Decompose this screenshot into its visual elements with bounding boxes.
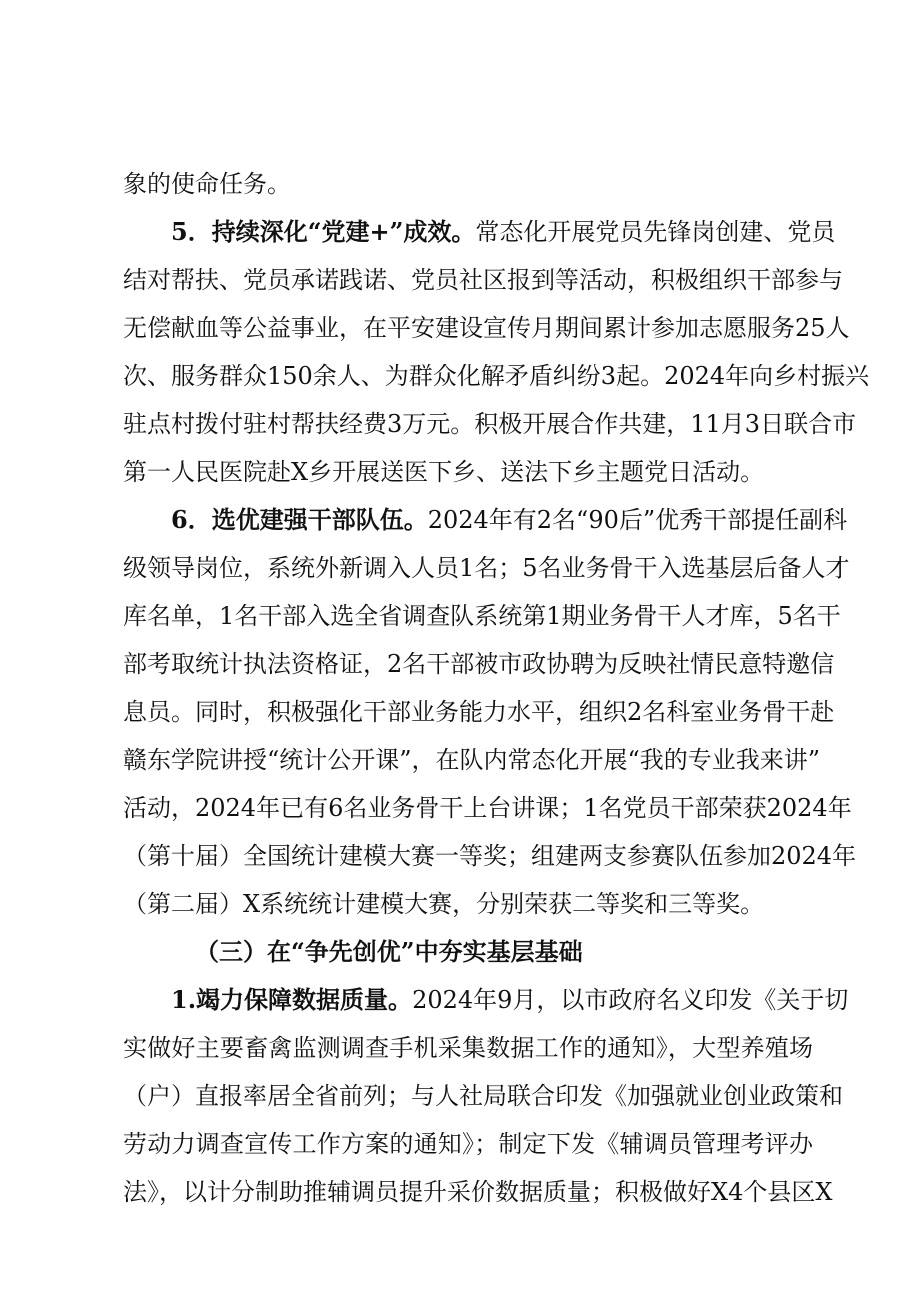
body-line	[123, 880, 813, 928]
body-line	[123, 304, 850, 352]
body-line	[123, 544, 850, 592]
line-text: （第二届）X系统统计建模大赛，分别荣获二等奖和三等奖。	[123, 890, 765, 918]
paragraph-1-heading: 1.竭力保障数据质量。	[171, 985, 413, 1014]
body-line	[123, 352, 870, 400]
body-line	[123, 688, 835, 736]
body-line	[123, 448, 813, 496]
line-text: 常态化开展党员先锋岗创建、党员	[475, 218, 836, 246]
line-text: 第一人民医院赴X乡开展送医下乡、送法下乡主题党日活动。	[123, 458, 765, 486]
body-line	[123, 1024, 813, 1072]
line-text: 赣东学院讲授“统计公开课”，在队内常态化开展“我的专业我来讲”	[123, 746, 821, 774]
body-line	[123, 256, 843, 304]
paragraph-5-heading: 5．持续深化“党建+”成效。	[171, 217, 476, 246]
line-text: 2024年有2名“90后”优秀干部提任副科	[427, 506, 848, 534]
body-line	[123, 640, 835, 688]
line-text: 象的使命任务。	[123, 170, 291, 198]
section-heading-text: （三）在“争先创优”中夯实基层基础	[195, 937, 583, 966]
line-text: 库名单，1名干部入选全省调查队系统第1期业务骨干人才库，5名干	[123, 602, 841, 630]
line-text: 法》，以计分制助推辅调员提升采价数据质量；积极做好X4个县区X	[123, 1178, 833, 1206]
body-line	[123, 832, 857, 880]
paragraph-6-heading: 6．选优建强干部队伍。	[171, 505, 428, 534]
body-line	[123, 592, 841, 640]
body-line	[123, 1168, 833, 1216]
line-text: 部考取统计执法资格证，2名干部被市政协聘为反映社情民意特邀信	[123, 650, 835, 678]
paragraph-5-first-line	[171, 208, 836, 256]
line-text: 结对帮扶、党员承诺践诺、党员社区报到等活动，积极组织干部参与	[123, 266, 843, 294]
line-text: 级领导岗位，系统外新调入人员1名；5名业务骨干入选基层后备人才	[123, 554, 850, 582]
body-line	[123, 400, 857, 448]
line-text: 次、服务群众150余人、为群众化解矛盾纠纷3起。2024年向乡村振兴	[123, 362, 870, 390]
line-text: 劳动力调查宣传工作方案的通知》；制定下发《辅调员管理考评办	[123, 1130, 813, 1158]
line-text: 息员。同时，积极强化干部业务能力水平，组织2名科室业务骨干赴	[123, 698, 835, 726]
section-heading	[195, 928, 813, 976]
line-text: （户）直报率居全省前列；与人社局联合印发《加强就业创业政策和	[123, 1082, 843, 1110]
line-text: 驻点村拨付驻村帮扶经费3万元。积极开展合作共建，11月3日联合市	[123, 410, 857, 438]
line-text: （第十届）全国统计建模大赛一等奖；组建两支参赛队伍参加2024年	[123, 842, 857, 870]
body-line	[123, 1120, 813, 1168]
body-line	[123, 160, 813, 208]
paragraph-6-first-line	[171, 496, 848, 544]
body-line	[123, 784, 852, 832]
line-text: 无偿献血等公益事业，在平安建设宣传月期间累计参加志愿服务25人	[123, 314, 850, 342]
paragraph-1-first-line	[171, 976, 849, 1024]
line-text: 实做好主要畜禽监测调查手机采集数据工作的通知》，大型养殖场	[123, 1034, 813, 1062]
body-line	[123, 736, 821, 784]
line-text: 2024年9月，以市政府名义印发《关于切	[412, 986, 849, 1014]
body-line	[123, 1072, 843, 1120]
line-text: 活动，2024年已有6名业务骨干上台讲课；1名党员干部荣获2024年	[123, 794, 852, 822]
